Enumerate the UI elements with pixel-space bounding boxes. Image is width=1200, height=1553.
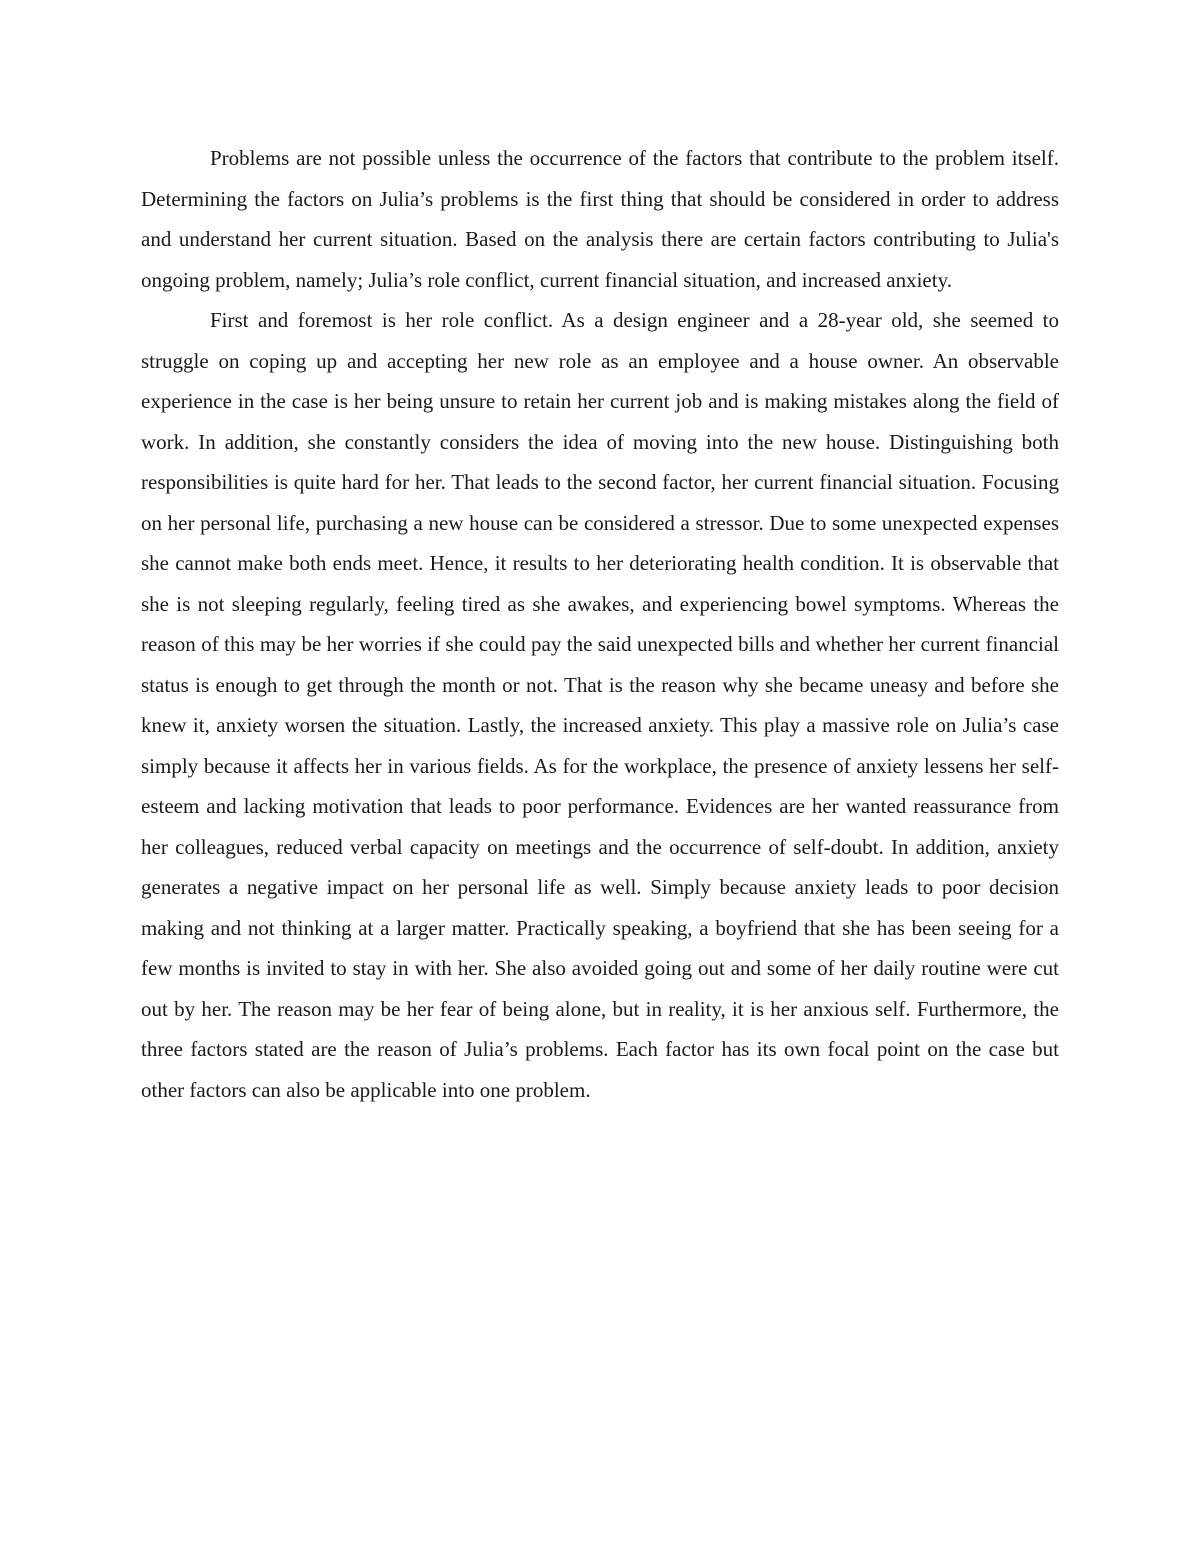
paragraph-1: Problems are not possible unless the occurrence of the factors that contribute to the problem itself. Determining the factors on Julia’s problems is the first thing that should be considered in order to address and understand her current situation. Based on the analysis there are certain factors contributing to Julia's ongoing problem, namely; Julia’s role conflict, current financial situation, and increased anxiety. (141, 146, 1059, 292)
document-body (141, 138, 1059, 1110)
paragraph-2: First and foremost is her role conflict. As a design engineer and a 28-year old, she seemed to struggle on coping up and accepting her new role as an employee and a house owner. An observable experience in the case is her being unsure to retain her current job and is making mistakes along the field of work. In addition, she constantly considers the idea of moving into the new house. Distinguishing both responsibilities is quite hard for her. That leads to the second factor, her current financial situation. Focusing on her personal life, purchasing a new house can be considered a stressor. Due to some unexpected expenses she cannot make both ends meet. Hence, it results to her deteriorating health condition. It is observable that she is not sleeping regularly, feeling tired as she awakes, and experiencing bowel symptoms. Whereas the reason of this may be her worries if she could pay the said unexpected bills and whether her current financial status is enough to get through the month or not. That is the reason why she became uneasy and before she knew it, anxiety worsen the situation. Lastly, the increased anxiety. This play a massive role on Julia’s case simply because it affects her in various fields. As for the workplace, the presence of anxiety lessens her self-esteem and lacking motivation that leads to poor performance. Evidences are her wanted reassurance from her colleagues, reduced verbal capacity on meetings and the occurrence of self-doubt. In addition, anxiety generates a negative impact on her personal life as well. Simply because anxiety leads to poor decision making and not thinking at a larger matter. Practically speaking, a boyfriend that she has been seeing for a few months is invited to stay in with her. She also avoided going out and some of her daily routine were cut out by her. The reason may be her fear of being alone, but in reality, it is her anxious self. Furthermore, the three factors stated are the reason of Julia’s problems. Each factor has its own focal point on the case but other factors can also be applicable into one problem. (141, 308, 1059, 1102)
